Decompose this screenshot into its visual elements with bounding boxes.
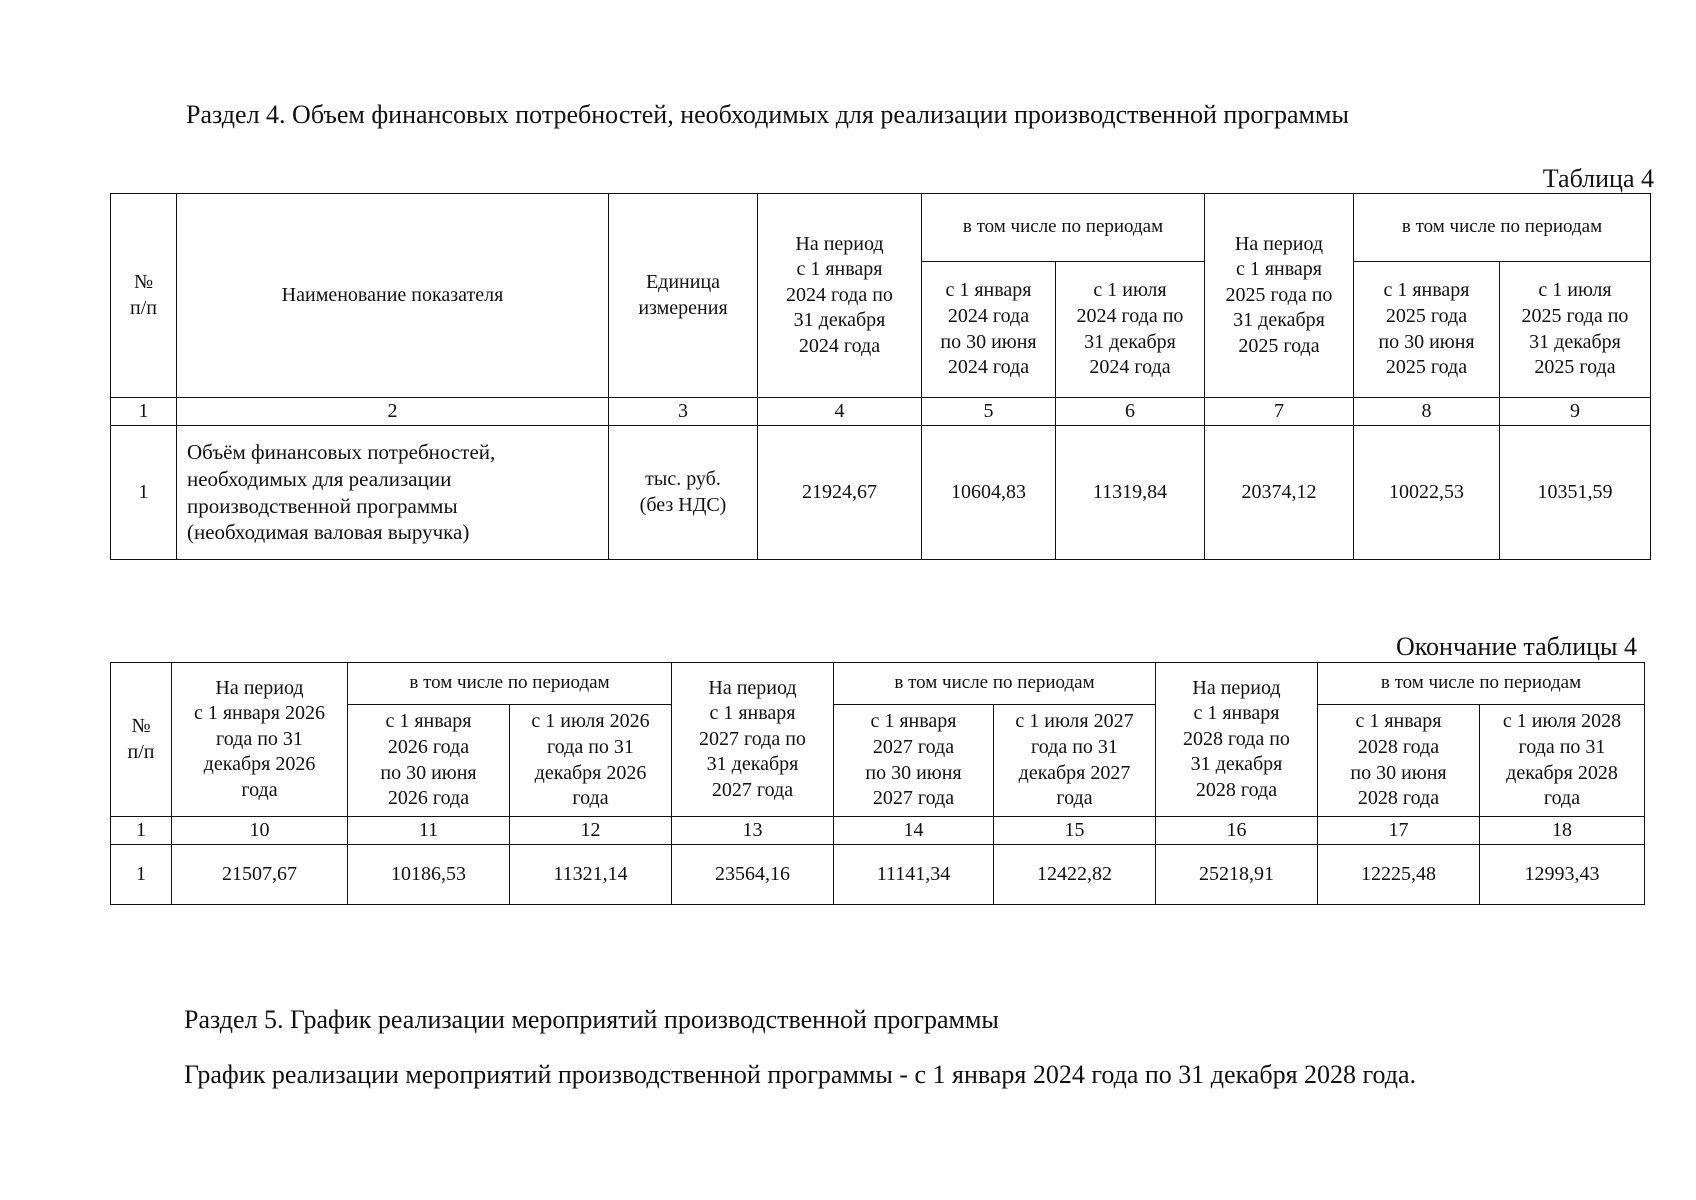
table4-end-header-2026-h2: с 1 июля 2026 года по 31 декабря 2026 года — [510, 705, 672, 817]
table4-value-2024: 21924,67 — [758, 426, 922, 560]
table4-value-2024-h2: 11319,84 — [1056, 426, 1205, 560]
table4-end-header-including-2026: в том числе по периодам — [348, 663, 672, 705]
table4-end-col-number: 17 — [1318, 817, 1480, 845]
table4-row-num: 1 — [111, 426, 177, 560]
table4-header-num: № п/п — [111, 194, 177, 398]
table4-end-value-2026-h1: 10186,53 — [348, 845, 510, 905]
table4-end-header-2027-h1: с 1 января 2027 года по 30 июня 2027 года — [834, 705, 994, 817]
table4-col-number: 9 — [1500, 398, 1651, 426]
table4-header-2025-h2: с 1 июля 2025 года по 31 декабря 2025 года — [1500, 262, 1651, 398]
section5-text: График реализации мероприятий производственной программы - с 1 января 2024 года по 31 декабря 2028 года. — [184, 1060, 1417, 1089]
table4-end — [110, 662, 1645, 905]
table4-col-number: 7 — [1205, 398, 1354, 426]
table4 — [110, 193, 1651, 560]
section4-heading: Раздел 4. Объем финансовых потребностей, необходимых для реализации производственной программы — [186, 100, 1349, 129]
table-row — [111, 426, 1651, 560]
table4-col-number: 8 — [1354, 398, 1500, 426]
table4-header-2024-h2: с 1 июля 2024 года по 31 декабря 2024 года — [1056, 262, 1205, 398]
table4-end-header-2028-h1: с 1 января 2028 года по 30 июня 2028 года — [1318, 705, 1480, 817]
table4-end-value-2028-h2: 12993,43 — [1480, 845, 1645, 905]
table4-end-col-number: 10 — [172, 817, 348, 845]
table4-header-period-2024: На период с 1 января 2024 года по 31 декабря 2024 года — [758, 194, 922, 398]
table4-header-name: Наименование показателя — [177, 194, 609, 398]
table4-end-header-including-2028: в том числе по периодам — [1318, 663, 1645, 705]
table4-header-including-2025: в том числе по периодам — [1354, 194, 1651, 262]
table4-end-col-number: 18 — [1480, 817, 1645, 845]
table-row — [111, 845, 1645, 905]
table4-col-number: 4 — [758, 398, 922, 426]
table4-end-header-row-1 — [111, 663, 1645, 705]
table4-end-caption: Окончание таблицы 4 — [1395, 632, 1637, 661]
table4-end-header-2026-h1: с 1 января 2026 года по 30 июня 2026 года — [348, 705, 510, 817]
table4-value-2025-h2: 10351,59 — [1500, 426, 1651, 560]
table4-end-header-period-2028: На период с 1 января 2028 года по 31 декабря 2028 года — [1156, 663, 1318, 817]
table4-end-col-number: 1 — [111, 817, 172, 845]
table4-end-header-period-2026: На период с 1 января 2026 года по 31 декабря 2026 года — [172, 663, 348, 817]
section5-heading: Раздел 5. График реализации мероприятий производственной программы — [184, 1005, 999, 1034]
table4-col-number: 2 — [177, 398, 609, 426]
table4-end-row-num: 1 — [111, 845, 172, 905]
table4-end-value-2027: 23564,16 — [672, 845, 834, 905]
table4-column-number-row — [111, 398, 1651, 426]
table4-end-value-2027-h1: 11141,34 — [834, 845, 994, 905]
table4-end-col-number: 14 — [834, 817, 994, 845]
table4-end-col-number: 16 — [1156, 817, 1318, 845]
table4-end-value-2027-h2: 12422,82 — [994, 845, 1156, 905]
table4-end-header-including-2027: в том числе по периодам — [834, 663, 1156, 705]
table4-end-value-2026: 21507,67 — [172, 845, 348, 905]
table4-end-col-number: 12 — [510, 817, 672, 845]
table4-col-number: 1 — [111, 398, 177, 426]
table4-end-column-number-row — [111, 817, 1645, 845]
table4-header-period-2025: На период с 1 января 2025 года по 31 декабря 2025 года — [1205, 194, 1354, 398]
table4-end-header-num: № п/п — [111, 663, 172, 817]
table4-value-2025: 20374,12 — [1205, 426, 1354, 560]
table4-col-number: 5 — [922, 398, 1056, 426]
table4-end-value-2028: 25218,91 — [1156, 845, 1318, 905]
table4-end-header-2028-h2: с 1 июля 2028 года по 31 декабря 2028 года — [1480, 705, 1645, 817]
table4-end-value-2028-h1: 12225,48 — [1318, 845, 1480, 905]
table4-header-including-2024: в том числе по периодам — [922, 194, 1205, 262]
table4-end-header-period-2027: На период с 1 января 2027 года по 31 декабря 2027 года — [672, 663, 834, 817]
table4-col-number: 6 — [1056, 398, 1205, 426]
table4-value-2024-h1: 10604,83 — [922, 426, 1056, 560]
table4-col-number: 3 — [609, 398, 758, 426]
table4-row-unit: тыс. руб. (без НДС) — [609, 426, 758, 560]
table4-header-unit: Единица измерения — [609, 194, 758, 398]
table4-header-row-1 — [111, 194, 1651, 262]
table4-header-2024-h1: с 1 января 2024 года по 30 июня 2024 года — [922, 262, 1056, 398]
table4-value-2025-h1: 10022,53 — [1354, 426, 1500, 560]
table4-row-name: Объём финансовых потребностей, необходимых для реализации производственной программы (необходимая валовая выручка) — [177, 426, 609, 560]
table4-end-col-number: 13 — [672, 817, 834, 845]
table4-end-col-number: 11 — [348, 817, 510, 845]
table4-caption: Таблица 4 — [1542, 164, 1654, 193]
table4-header-2025-h1: с 1 января 2025 года по 30 июня 2025 года — [1354, 262, 1500, 398]
table4-end-header-2027-h2: с 1 июля 2027 года по 31 декабря 2027 года — [994, 705, 1156, 817]
table4-end-col-number: 15 — [994, 817, 1156, 845]
table4-end-value-2026-h2: 11321,14 — [510, 845, 672, 905]
